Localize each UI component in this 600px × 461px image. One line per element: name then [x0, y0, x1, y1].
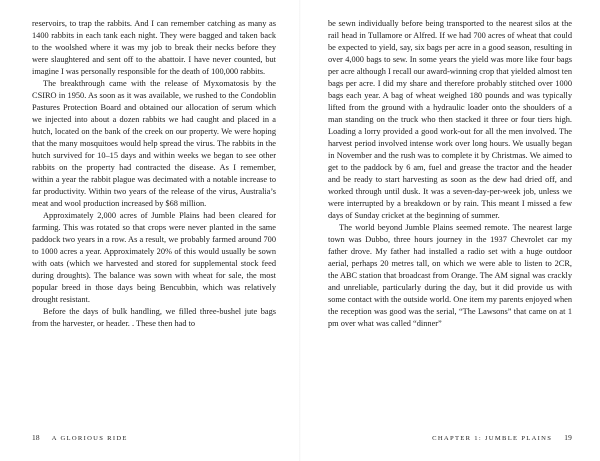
body-paragraph: Before the days of bulk handling, we filled three-bushel jute bags from the harvester, or header. . These then had to	[32, 307, 276, 328]
body-paragraph: Approximately 2,000 acres of Jumble Plains had been cleared for farming. This was rotated so that crops were never planted in the same paddock two years in a row. As a result, we probably farmed around 700 to 1000 acres a year. Approximately 20% of this would usually be sown with oats (which we harvested and stored for supplemental stock feed during droughts). The balance was sown with wheat for sale, the most popular breed in those days being Bencubbin, which was relatively drought resistant.	[32, 211, 276, 304]
page-number: 19	[564, 433, 572, 442]
body-paragraph: The breakthrough came with the release of Myxomatosis by the CSIRO in 1950. As soon as it was available, we rushed to the Condoblin Pastures Protection Board and obtained our allocation of serum which we injected into about a dozen rabbits we had caught and placed in a hutch, located on the bank of the creek on our property. We were hoping that the many mosquitoes would help spread the virus. The rabbits in the hutch survived for 10–15 days and within weeks we began to see other rabbits on the property had contracted the disease. As I remember, within a year the rabbit plague was decimated with a notable increase to far productivity. Within two years of the release of the virus, Australia’s meat and wool production increased by $68 million.	[32, 79, 276, 208]
body-paragraph: be sewn individually before being transported to the nearest silos at the rail head in Tullamore or Alfred. If we had 700 acres of wheat that could be expected to yield, say, six bags per acre in a good season, resulting in over 4,000 bags to sew. In some years the yield was more like four bags per acre although I recall our award-winning crop that yielded almost ten bags per acre. I did my share and therefore probably stitched over 1000 bags each year. A bag of wheat weighed 180 pounds and was typically lifted from the ground with a hydraulic loader onto the shoulders of a man standing on the truck who then stacked it three or four tiers high. Loading a lorry provided a good work-out for all the men involved. The harvest period involved intense work over long hours. We usually began in November and the rush was to complete it by Christmas. We aimed to get to the paddock by 6 am, fuel and grease the tractor and the header and be ready to start harvesting as soon as the dew had dried off, and worked through until dusk. It was a seven-day-per-week job, unless we were interrupted by a breakdown or by rain. This meant I missed a few days of Sunday cricket at the beginning of summer.	[328, 19, 572, 220]
running-head: CHAPTER 1: JUMBLE PLAINS	[432, 435, 553, 442]
page-number: 18	[32, 433, 40, 442]
body-paragraph: The world beyond Jumble Plains seemed remote. The nearest large town was Dubbo, three hours journey in the 1937 Chevrolet car my father drove. My father had installed a radio set with a huge outdoor aerial, perhaps 20 metres tall, on which we were able to listen to 2CR, the ABC station that broadcast from Orange. The AM signal was crackly and unreliable, particularly during the day, but it did provide us with some contact with the outside world. One item my parents enjoyed when the reception was good was the serial, “The Lawsons” that came on at 1 pm over what was called “dinner”	[328, 223, 572, 328]
right-page-body	[328, 18, 572, 330]
left-footer	[32, 433, 128, 442]
right-footer	[432, 433, 572, 442]
body-paragraph: reservoirs, to trap the rabbits. And I can remember catching as many as 1400 rabbits in each tank each night. They were bagged and taken back to the woolshed where it was my job to break their necks before they were slaughtered and sent off to the abattoir. I have never counted, but imagine I was personally responsible for the death of 100,000 rabbits.	[32, 19, 276, 76]
running-head: A GLORIOUS RIDE	[51, 435, 128, 442]
right-page	[300, 0, 600, 461]
left-page-body	[32, 18, 276, 330]
